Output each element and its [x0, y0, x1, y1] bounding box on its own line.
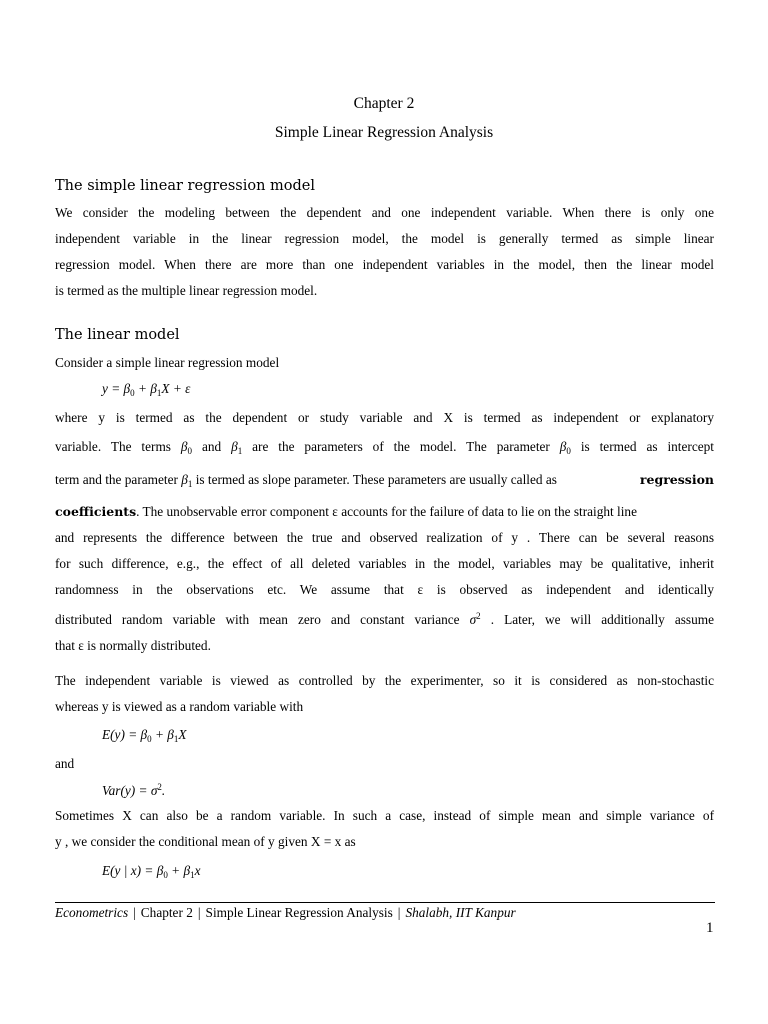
paragraph-line: and represents the difference between the true and observed realization of y . There can be several reasons: [55, 530, 714, 545]
paragraph-line: distributed random variable with mean zero and constant variance $\sigma^2$ . Later, we will additionally assume: [55, 611, 714, 627]
page-number: 1: [706, 920, 714, 936]
footer-separator: |: [397, 905, 401, 920]
chapter-title: Simple Linear Regression Analysis: [274, 124, 494, 141]
footer-chapter: Chapter 2: [140, 905, 193, 920]
intro-text: Consider a simple linear regression model: [55, 355, 280, 370]
section2-paragraph: [55, 405, 714, 659]
footer-rule: [55, 902, 715, 903]
section-heading-linear-model: The linear model: [55, 327, 180, 343]
paragraph-line: [55, 499, 714, 525]
section-heading-simple-model: The simple linear regression model: [55, 178, 316, 194]
footer-author: Shalabh, IIT Kanpur: [405, 905, 516, 920]
bold-term: coefficients: [55, 504, 137, 519]
footer-separator: |: [197, 905, 201, 920]
footer-title: Simple Linear Regression Analysis: [205, 905, 393, 920]
conditional-mean-equation: E(y | $x) = \beta_0 + \beta_1x$: [102, 863, 201, 880]
paragraph-line: The independent variable is viewed as controlled by the experimenter, so it is considered as non-stochastic: [55, 673, 714, 688]
line-text: . The unobservable error component ε accounts for the failure of data to lie on the straight line: [136, 504, 637, 519]
paragraph-line: Sometimes X can also be a random variable. In such a case, instead of simple mean and simple variance of: [55, 808, 714, 823]
footer-course: Econometrics: [55, 905, 129, 920]
and-text: and: [55, 756, 75, 771]
paragraph-line: for such difference, e.g., the effect of all deleted variables in the model, variables may be qualitative, inherit: [55, 556, 714, 571]
paragraph-line: that ε is normally distributed.: [55, 638, 211, 653]
paragraph-line: We consider the modeling between the dependent and one independent variable. When there is only one: [55, 205, 714, 220]
variance-equation: $Var(y) = \sigma^2$.: [102, 782, 166, 798]
page-footer: [55, 905, 516, 921]
section1-paragraph: [55, 200, 714, 304]
paragraph-line: is termed as the multiple linear regression model.: [55, 283, 318, 298]
paragraph-line: regression model. When there are more than one independent variables in the model, then the linear model: [55, 257, 714, 272]
paragraph-line: randomness in the observations etc. We assume that ε is observed as independent and identically: [55, 582, 714, 597]
paragraph-line: whereas y is viewed as a random variable with: [55, 699, 304, 714]
paragraph-line: where y is termed as the dependent or study variable and X is termed as independent or explanatory: [55, 410, 714, 425]
section2-paragraph3: [55, 803, 714, 855]
paragraph-line: [55, 467, 714, 497]
section2-paragraph2: [55, 668, 714, 720]
footer-separator: |: [133, 905, 136, 920]
model-equation: $y = \beta_0 + \beta_1X + \varepsilon$: [102, 381, 191, 398]
paragraph-line: y , we consider the conditional mean of y given X = x as: [55, 834, 356, 849]
chapter-label: Chapter 2: [353, 95, 415, 112]
bold-term: regression: [639, 472, 714, 487]
paragraph-line: independent variable in the linear regression model, the model is generally termed as simple linear: [55, 231, 714, 246]
expectation-equation: $E(y) = \beta_0 + \beta_1X$: [102, 727, 187, 744]
paragraph-line: variable. The terms $\beta_0$ and $\beta_1$ are the parameters of the model. The parameter $\beta_0$ is termed as intercept: [55, 439, 714, 456]
line-text: term and the parameter $\beta_1$ is termed as slope parameter. These parameters are usually called as: [55, 472, 557, 489]
